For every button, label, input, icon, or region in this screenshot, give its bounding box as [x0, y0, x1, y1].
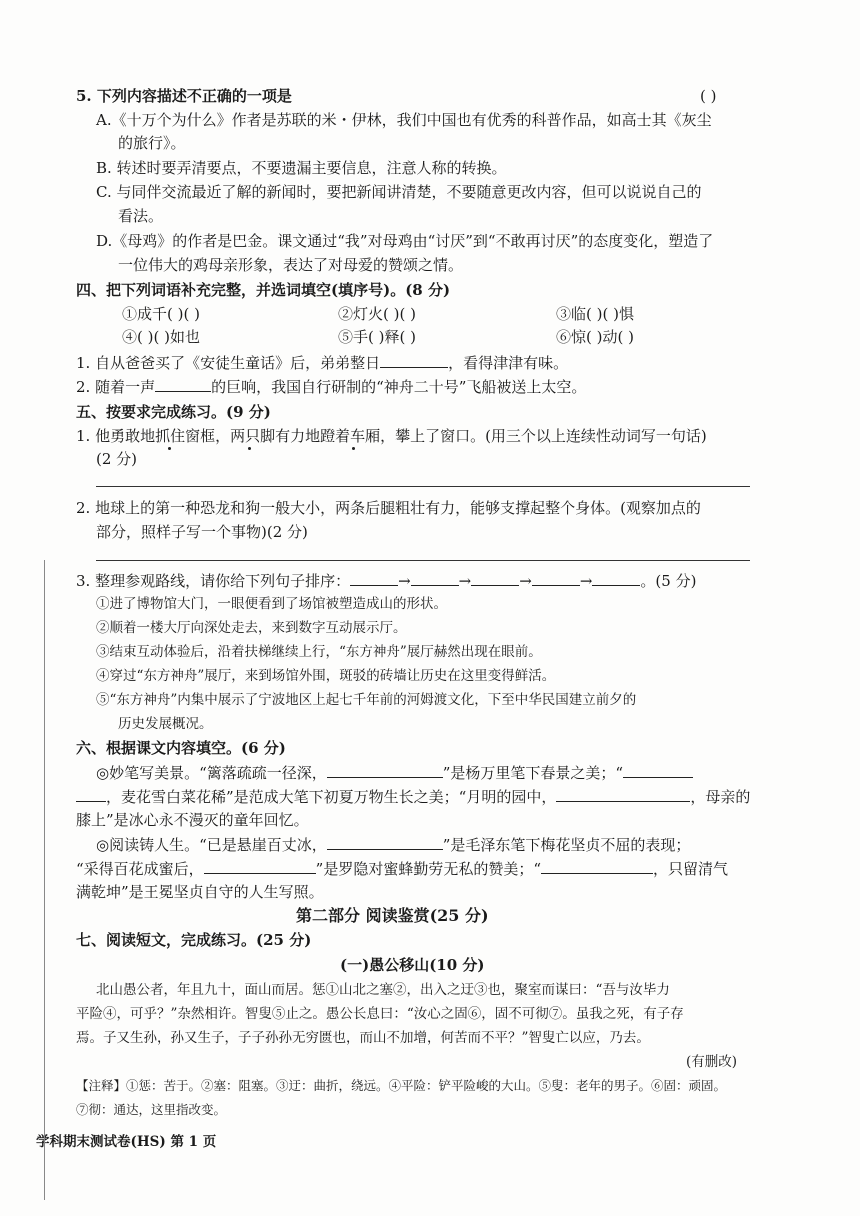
passage-title: (一)愚公移山(10 分) — [340, 956, 485, 974]
answer-line[interactable] — [96, 560, 750, 561]
answer-blank[interactable] — [76, 786, 106, 802]
answer-blank[interactable] — [380, 352, 448, 368]
option-d-line1: D.《母鸡》的作者是巴金。课文通过“我”对母鸡由“讨厌”到“不敢再讨厌”的态度变化，塑造了 — [96, 232, 714, 250]
arrow-icon: → — [519, 572, 532, 590]
order-sentence-3: ③结束互动体验后，沿着扶梯继续上行，“东方神舟”展厅赫然出现在眼前。 — [96, 644, 542, 660]
option-a-line1: A.《十万个为什么》作者是苏联的米・伊林，我们中国也有优秀的科普作品，如高士其《灰尘 — [96, 111, 712, 129]
s6-line5: “采得百花成蜜后， ”是罗隐对蜜蜂勤劳无私的赞美；“ ，只留清气 — [76, 860, 729, 878]
order-sentence-5-line2: 历史发展概况。 — [118, 716, 213, 732]
option-c-line2: 看法。 — [118, 207, 164, 225]
s6-line4: ◎阅读铸人生。“已是悬崖百丈冰， ”是毛泽东笔下梅花坚贞不屈的表现； — [96, 836, 691, 854]
annotation-line1: 【注释】①惩：苦于。②塞：阻塞。③迂：曲折，绕远。④平险：铲平险峻的大山。⑤叟：老年的男子。⑥固：顽固。 — [76, 1078, 727, 1093]
arrow-icon: → — [579, 572, 593, 590]
s5-q2-line2: 部分，照样子写一个事物)(2 分) — [96, 523, 308, 541]
answer-blank[interactable] — [556, 786, 690, 802]
emphasis-dot — [248, 447, 251, 450]
fill-question-1: 1. 自从爸爸买了《安徒生童话》后，弟弟整日 ，看得津津有味。 — [76, 354, 569, 372]
emphasis-dot — [352, 447, 355, 450]
answer-blank[interactable] — [327, 834, 443, 850]
arrow-icon: → — [398, 572, 411, 590]
arrow-icon: → — [458, 572, 472, 590]
option-c-line1: C. 与同伴交流最近了解的新闻时，要把新闻讲清楚，不要随意更改内容，但可以说说自己的 — [96, 183, 702, 201]
word-1: ①成千( )( ) — [122, 305, 200, 323]
word-3: ③临( )( )惧 — [556, 305, 634, 323]
binding-margin-line — [44, 560, 45, 1200]
answer-blank[interactable] — [204, 858, 316, 874]
word-5: ⑤手( )释( ) — [338, 328, 416, 346]
section6-title: 六、根据课文内容填空。(6 分) — [76, 739, 286, 757]
answer-paren: ( ) — [700, 87, 717, 105]
order-sentence-5-line1: ⑤“东方神舟”内集中展示了宁波地区上起七千年前的河姆渡文化，下至中华民国建立前夕的 — [96, 692, 637, 708]
order-blank[interactable] — [350, 570, 398, 586]
order-sentence-1: ①进了博物馆大门，一眼便看到了场馆被塑造成山的形状。 — [96, 596, 447, 612]
order-blank[interactable] — [411, 570, 459, 586]
fill-question-2: 2. 随着一声 的巨响，我国自行研制的“神舟二十号”飞船被送上太空。 — [76, 378, 587, 396]
s5-q3: 3. 整理参观路线，请你给下列句子排序： → → → → 。(5 分) — [76, 572, 697, 590]
passage-line2: 平险④，可乎？”杂然相许。智叟⑤止之。愚公长息曰：“汝心之固⑥，固不可彻⑦。虽我之死，有子存 — [76, 1006, 684, 1022]
section5-title: 五、按要求完成练习。(9 分) — [76, 403, 271, 421]
order-sentence-4: ④穿过“东方神舟”展厅，来到场馆外围，斑驳的砖墙让历史在这里变得鲜活。 — [96, 668, 556, 684]
s5-q1-line1: 1. 他勇敢地抓住窗框，两只脚有力地蹬着车厢，攀上了窗口。(用三个以上连续性动词写一句话) — [76, 427, 707, 445]
q5-stem: 5. 下列内容描述不正确的一项是 — [76, 87, 292, 105]
s6-line1: ◎妙笔写美景。“篱落疏疏一径深， ”是杨万里笔下春景之美；“ — [96, 762, 693, 783]
word-4: ④( )( )如也 — [122, 328, 200, 346]
order-blank[interactable] — [592, 570, 640, 586]
s5-q1-line2: (2 分) — [96, 450, 138, 468]
answer-blank[interactable] — [623, 762, 693, 778]
page-footer: 学科期末测试卷(HS) 第 1 页 — [36, 1134, 217, 1150]
answer-line[interactable] — [96, 486, 750, 487]
word-2: ②灯火( )( ) — [338, 305, 416, 323]
passage-line1: 北山愚公者，年且九十，面山而居。惩①山北之塞②，出入之迂③也，聚室而谋曰：“吾与汝毕力 — [96, 982, 670, 998]
option-d-line2: 一位伟大的鸡母亲形象，表达了对母爱的赞颂之情。 — [118, 256, 464, 274]
s5-q2-line1: 2. 地球上的第一种恐龙和狗一般大小，两条后腿粗壮有力，能够支撑起整个身体。(观察加点的 — [76, 499, 701, 517]
word-6: ⑥惊( )动( ) — [556, 328, 634, 346]
section7-title: 七、阅读短文，完成练习。(25 分) — [76, 931, 312, 949]
answer-blank[interactable] — [541, 858, 653, 874]
order-sentence-2: ②顺着一楼大厅向深处走去，来到数字互动展示厅。 — [96, 620, 407, 636]
s6-line3: 膝上”是冰心永不漫灭的童年回忆。 — [76, 811, 309, 829]
answer-blank[interactable] — [327, 762, 443, 778]
answer-blank[interactable] — [155, 376, 211, 392]
option-a-line2: 的旅行》。 — [118, 134, 186, 152]
order-blank[interactable] — [471, 570, 519, 586]
part2-heading: 第二部分 阅读鉴赏(25 分) — [296, 906, 489, 925]
s6-line2: ，麦花雪白菜花稀”是范成大笔下初夏万物生长之美；“月明的园中， ，母亲的 — [76, 786, 750, 807]
s6-line6: 满乾坤”是王冕坚贞自守的人生写照。 — [76, 883, 324, 901]
emphasis-dot — [168, 447, 171, 450]
order-blank[interactable] — [532, 570, 580, 586]
passage-line3: 焉。子又生孙，孙又生子，子子孙孙无穷匮也，而山不加增，何苦而不平？”智叟亡以应，乃去。 — [76, 1030, 650, 1046]
source-note: (有删改) — [686, 1054, 738, 1070]
annotation-line2: ⑦彻：通达，这里指改变。 — [76, 1102, 227, 1117]
option-b: B. 转述时要弄清要点，不要遗漏主要信息，注意人称的转换。 — [96, 159, 507, 177]
section4-title: 四、把下列词语补充完整，并选词填空(填序号)。(8 分) — [76, 281, 451, 299]
